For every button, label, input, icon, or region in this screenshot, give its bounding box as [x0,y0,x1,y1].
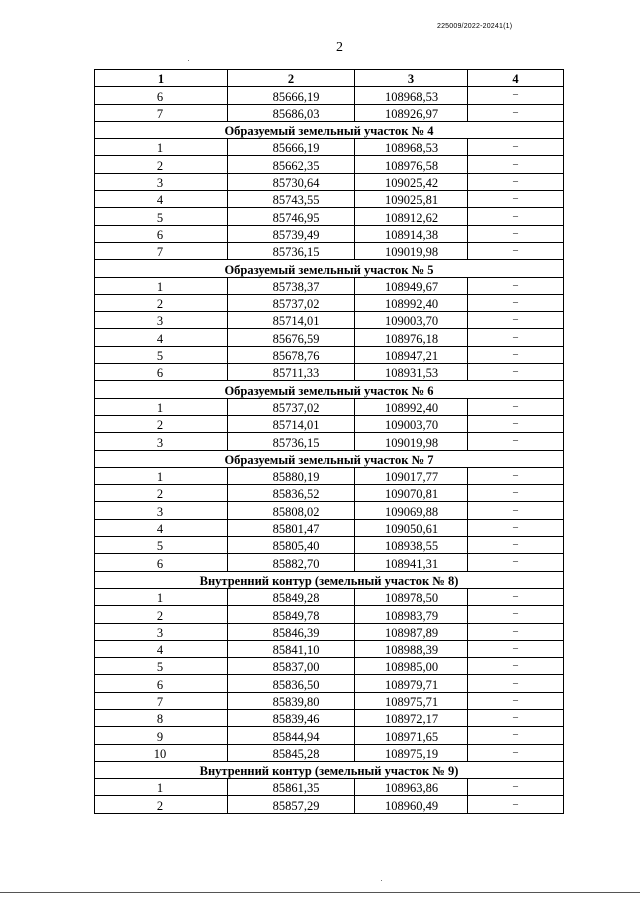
table-row [95,312,564,329]
y-coordinate-cell: 108985,00 [355,658,468,675]
x-coordinate-cell: 85714,01 [228,415,355,432]
x-coordinate-cell: 85686,03 [228,104,355,121]
column-header-2: 2 [228,70,355,87]
dash-cell: – [468,346,564,363]
x-coordinate-cell: 85739,49 [228,225,355,242]
point-number-cell: 2 [95,606,228,623]
page-number: 2 [336,40,343,55]
dash-cell: – [468,294,564,311]
x-coordinate-cell: 85737,02 [228,294,355,311]
section-title: Образуемый земельный участок № 4 [95,121,564,138]
x-coordinate-cell: 85836,50 [228,675,355,692]
table-row [95,208,564,225]
table-row [95,709,564,726]
x-coordinate-cell: 85666,19 [228,139,355,156]
section-title: Внутренний контур (земельный участок № 9) [95,761,564,778]
x-coordinate-cell: 85849,28 [228,588,355,605]
dash-cell: – [468,796,564,813]
table-row [95,692,564,709]
dash-cell: – [468,709,564,726]
point-number-cell: 4 [95,191,228,208]
document-number: 225009/2022-20241(1) [437,23,513,30]
section-row [95,761,564,778]
dash-cell: – [468,554,564,571]
table-row [95,658,564,675]
dash-cell: – [468,727,564,744]
table-row [95,87,564,104]
dash-cell: – [468,606,564,623]
x-coordinate-cell: 85857,29 [228,796,355,813]
table-row [95,744,564,761]
x-coordinate-cell: 85844,94 [228,727,355,744]
section-title: Образуемый земельный участок № 6 [95,381,564,398]
table-row [95,502,564,519]
section-row [95,260,564,277]
point-number-cell: 5 [95,658,228,675]
y-coordinate-cell: 108976,58 [355,156,468,173]
y-coordinate-cell: 108992,40 [355,294,468,311]
table-row [95,139,564,156]
x-coordinate-cell: 85711,33 [228,364,355,381]
x-coordinate-cell: 85737,02 [228,398,355,415]
dash-cell: – [468,537,564,554]
x-coordinate-cell: 85849,78 [228,606,355,623]
dash-cell: – [468,519,564,536]
dash-cell: – [468,312,564,329]
dash-cell: – [468,779,564,796]
section-row [95,381,564,398]
table-row [95,104,564,121]
point-number-cell: 3 [95,173,228,190]
y-coordinate-cell: 109025,81 [355,191,468,208]
point-number-cell: 2 [95,156,228,173]
dash-cell: – [468,139,564,156]
table-row [95,225,564,242]
y-coordinate-cell: 108912,62 [355,208,468,225]
dash-cell: – [468,398,564,415]
dash-cell: – [468,658,564,675]
coordinates-table [94,69,564,814]
point-number-cell: 1 [95,139,228,156]
point-number-cell: 4 [95,329,228,346]
point-number-cell: 6 [95,675,228,692]
page-bottom-rule [0,892,640,893]
y-coordinate-cell: 108968,53 [355,139,468,156]
x-coordinate-cell: 85714,01 [228,312,355,329]
y-coordinate-cell: 108992,40 [355,398,468,415]
y-coordinate-cell: 108931,53 [355,364,468,381]
point-number-cell: 10 [95,744,228,761]
point-number-cell: 2 [95,415,228,432]
y-coordinate-cell: 108975,71 [355,692,468,709]
dash-cell: – [468,173,564,190]
table-row [95,588,564,605]
point-number-cell: 1 [95,467,228,484]
point-number-cell: 3 [95,433,228,450]
table-row [95,519,564,536]
y-coordinate-cell: 108976,18 [355,329,468,346]
section-row [95,450,564,467]
table-row [95,623,564,640]
table-row [95,364,564,381]
section-title: Внутренний контур (земельный участок № 8) [95,571,564,588]
y-coordinate-cell: 108960,49 [355,796,468,813]
point-number-cell: 8 [95,709,228,726]
section-title: Образуемый земельный участок № 7 [95,450,564,467]
y-coordinate-cell: 108968,53 [355,87,468,104]
dash-cell: – [468,433,564,450]
scan-speck [381,880,382,881]
y-coordinate-cell: 108963,86 [355,779,468,796]
point-number-cell: 6 [95,364,228,381]
x-coordinate-cell: 85845,28 [228,744,355,761]
table-row [95,156,564,173]
y-coordinate-cell: 108971,65 [355,727,468,744]
y-coordinate-cell: 108978,50 [355,588,468,605]
dash-cell: – [468,744,564,761]
point-number-cell: 7 [95,104,228,121]
table-row [95,640,564,657]
y-coordinate-cell: 109017,77 [355,467,468,484]
table-row [95,554,564,571]
dash-cell: – [468,277,564,294]
y-coordinate-cell: 109025,42 [355,173,468,190]
point-number-cell: 5 [95,537,228,554]
point-number-cell: 2 [95,294,228,311]
table-row [95,779,564,796]
table-row [95,346,564,363]
x-coordinate-cell: 85882,70 [228,554,355,571]
x-coordinate-cell: 85678,76 [228,346,355,363]
x-coordinate-cell: 85662,35 [228,156,355,173]
x-coordinate-cell: 85738,37 [228,277,355,294]
y-coordinate-cell: 108983,79 [355,606,468,623]
point-number-cell: 3 [95,623,228,640]
x-coordinate-cell: 85743,55 [228,191,355,208]
y-coordinate-cell: 109019,98 [355,242,468,259]
point-number-cell: 2 [95,796,228,813]
dash-cell: – [468,588,564,605]
scan-speck [188,60,189,61]
x-coordinate-cell: 85666,19 [228,87,355,104]
dash-cell: – [468,104,564,121]
dash-cell: – [468,208,564,225]
dash-cell: – [468,156,564,173]
y-coordinate-cell: 108975,19 [355,744,468,761]
table-row [95,329,564,346]
table-row [95,727,564,744]
table-body [95,87,564,813]
point-number-cell: 9 [95,727,228,744]
y-coordinate-cell: 108947,21 [355,346,468,363]
table-row [95,242,564,259]
dash-cell: – [468,640,564,657]
section-title: Образуемый земельный участок № 5 [95,260,564,277]
y-coordinate-cell: 109069,88 [355,502,468,519]
x-coordinate-cell: 85805,40 [228,537,355,554]
y-coordinate-cell: 108987,89 [355,623,468,640]
point-number-cell: 5 [95,346,228,363]
x-coordinate-cell: 85808,02 [228,502,355,519]
table-row [95,191,564,208]
table-row [95,537,564,554]
table-row [95,485,564,502]
y-coordinate-cell: 109070,81 [355,485,468,502]
x-coordinate-cell: 85839,80 [228,692,355,709]
dash-cell: – [468,242,564,259]
x-coordinate-cell: 85836,52 [228,485,355,502]
point-number-cell: 7 [95,692,228,709]
point-number-cell: 6 [95,554,228,571]
table-row [95,433,564,450]
dash-cell: – [468,467,564,484]
x-coordinate-cell: 85736,15 [228,242,355,259]
point-number-cell: 1 [95,277,228,294]
table-header-row [95,70,564,87]
section-row [95,121,564,138]
point-number-cell: 2 [95,485,228,502]
x-coordinate-cell: 85839,46 [228,709,355,726]
y-coordinate-cell: 108979,71 [355,675,468,692]
point-number-cell: 6 [95,225,228,242]
point-number-cell: 6 [95,87,228,104]
x-coordinate-cell: 85861,35 [228,779,355,796]
point-number-cell: 4 [95,640,228,657]
table-row [95,294,564,311]
point-number-cell: 7 [95,242,228,259]
dash-cell: – [468,364,564,381]
point-number-cell: 4 [95,519,228,536]
column-header-4: 4 [468,70,564,87]
x-coordinate-cell: 85846,39 [228,623,355,640]
x-coordinate-cell: 85837,00 [228,658,355,675]
x-coordinate-cell: 85880,19 [228,467,355,484]
table-row [95,415,564,432]
dash-cell: – [468,225,564,242]
dash-cell: – [468,415,564,432]
table-row [95,467,564,484]
point-number-cell: 1 [95,779,228,796]
table-row [95,173,564,190]
table-row [95,675,564,692]
point-number-cell: 3 [95,312,228,329]
x-coordinate-cell: 85730,64 [228,173,355,190]
y-coordinate-cell: 108988,39 [355,640,468,657]
x-coordinate-cell: 85841,10 [228,640,355,657]
y-coordinate-cell: 109019,98 [355,433,468,450]
dash-cell: – [468,675,564,692]
x-coordinate-cell: 85801,47 [228,519,355,536]
x-coordinate-cell: 85676,59 [228,329,355,346]
y-coordinate-cell: 108949,67 [355,277,468,294]
section-row [95,571,564,588]
table-row [95,398,564,415]
y-coordinate-cell: 108926,97 [355,104,468,121]
dash-cell: – [468,87,564,104]
dash-cell: – [468,502,564,519]
dash-cell: – [468,623,564,640]
y-coordinate-cell: 108972,17 [355,709,468,726]
point-number-cell: 1 [95,588,228,605]
y-coordinate-cell: 109003,70 [355,312,468,329]
dash-cell: – [468,329,564,346]
y-coordinate-cell: 108938,55 [355,537,468,554]
dash-cell: – [468,191,564,208]
dash-cell: – [468,692,564,709]
y-coordinate-cell: 109003,70 [355,415,468,432]
dash-cell: – [468,485,564,502]
y-coordinate-cell: 108941,31 [355,554,468,571]
point-number-cell: 1 [95,398,228,415]
point-number-cell: 5 [95,208,228,225]
y-coordinate-cell: 108914,38 [355,225,468,242]
table-row [95,277,564,294]
table-row [95,796,564,813]
column-header-3: 3 [355,70,468,87]
x-coordinate-cell: 85736,15 [228,433,355,450]
point-number-cell: 3 [95,502,228,519]
column-header-1: 1 [95,70,228,87]
table-row [95,606,564,623]
y-coordinate-cell: 109050,61 [355,519,468,536]
x-coordinate-cell: 85746,95 [228,208,355,225]
